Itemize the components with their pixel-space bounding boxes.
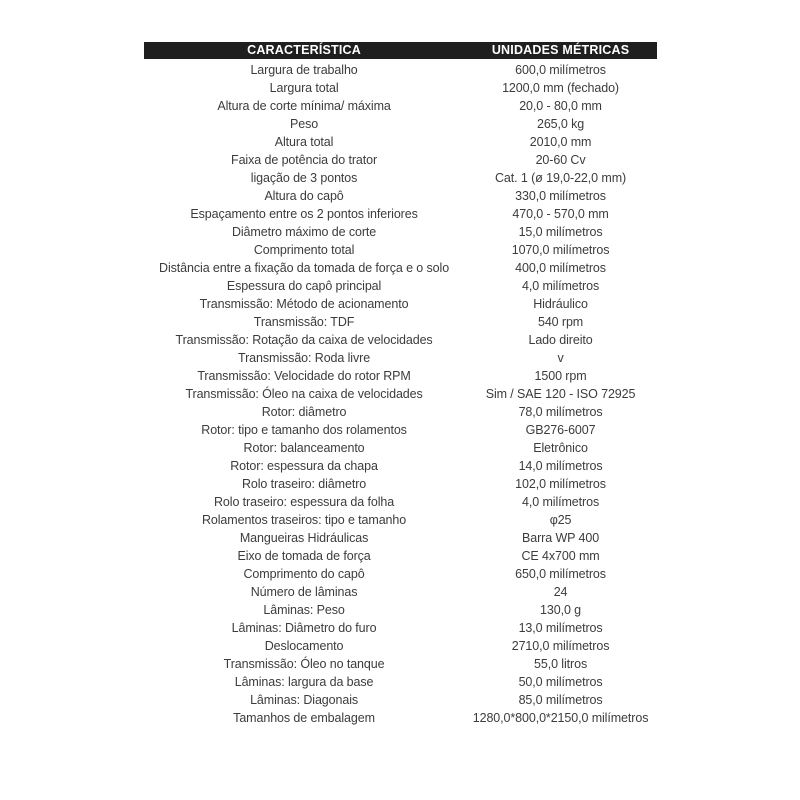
row-value: 2710,0 milímetros [511, 639, 610, 653]
row-label: Lâminas: Peso [263, 603, 345, 617]
header-units: UNIDADES MÉTRICAS [491, 43, 630, 57]
row-label: Transmissão: Método de acionamento [199, 297, 409, 311]
row-value: Barra WP 400 [522, 531, 600, 545]
row-value: 1500 rpm [534, 369, 587, 383]
row-label: Distância entre a fixação da tomada de força e o solo [159, 261, 450, 275]
table-row [144, 133, 657, 151]
table-header [144, 42, 657, 59]
row-value: 55,0 litros [534, 657, 588, 671]
row-label: Tamanhos de embalagem [233, 711, 375, 725]
row-label: Rotor: tipo e tamanho dos rolamentos [201, 423, 407, 437]
row-value: 20-60 Cv [535, 153, 586, 167]
table-row [144, 151, 657, 169]
row-label: Espessura do capô principal [226, 279, 382, 293]
table-row [144, 457, 657, 475]
row-label: Rolo traseiro: diâmetro [241, 477, 367, 491]
table-row [144, 259, 657, 277]
row-label: Número de lâminas [250, 585, 358, 599]
table-row [144, 79, 657, 97]
row-label: Rotor: balanceamento [243, 441, 365, 455]
table-row [144, 97, 657, 115]
row-label: Largura total [269, 81, 339, 95]
table-row [144, 187, 657, 205]
header-characteristic: CARACTERÍSTICA [247, 43, 362, 57]
row-value: 24 [553, 585, 568, 599]
table-row [144, 295, 657, 313]
table-row [144, 637, 657, 655]
row-label: Transmissão: Roda livre [238, 351, 371, 365]
spec-table [144, 42, 657, 727]
row-value: 1200,0 mm (fechado) [502, 81, 619, 95]
row-value: 650,0 milímetros [515, 567, 606, 581]
table-row [144, 493, 657, 511]
row-label: Comprimento do capô [243, 567, 365, 581]
row-value: 4,0 milímetros [522, 495, 600, 509]
row-label: Transmissão: Óleo no tanque [223, 657, 385, 671]
table-row [144, 277, 657, 295]
row-value: Sim / SAE 120 - ISO 72925 [485, 387, 636, 401]
table-row [144, 169, 657, 187]
row-label: Rotor: espessura da chapa [230, 459, 378, 473]
row-value: 13,0 milímetros [518, 621, 603, 635]
row-value: 265,0 kg [536, 117, 585, 131]
row-label: Comprimento total [253, 243, 355, 257]
row-label: Faixa de potência do trator [231, 153, 378, 167]
row-value: 330,0 milímetros [515, 189, 606, 203]
row-value: Eletrônico [533, 441, 588, 455]
row-label: Largura de trabalho [250, 63, 358, 77]
row-value: 400,0 milímetros [515, 261, 606, 275]
table-row [144, 223, 657, 241]
row-label: Espaçamento entre os 2 pontos inferiores [190, 207, 418, 221]
row-value: 470,0 - 570,0 mm [512, 207, 609, 221]
row-value: v [557, 351, 564, 365]
row-value: Cat. 1 (ø 19,0-22,0 mm) [495, 171, 627, 185]
table-row [144, 529, 657, 547]
row-value: 14,0 milímetros [518, 459, 603, 473]
row-value: 4,0 milímetros [522, 279, 600, 293]
row-label: ligação de 3 pontos [250, 171, 358, 185]
table-row [144, 385, 657, 403]
table-row [144, 601, 657, 619]
table-row [144, 655, 657, 673]
row-label: Transmissão: Velocidade do rotor RPM [197, 369, 411, 383]
row-value: 2010,0 mm [529, 135, 592, 149]
table-body [144, 61, 657, 727]
table-row [144, 115, 657, 133]
row-value: 102,0 milímetros [515, 477, 606, 491]
table-row [144, 439, 657, 457]
row-label: Diâmetro máximo de corte [231, 225, 377, 239]
row-label: Peso [290, 117, 319, 131]
row-label: Lâminas: Diâmetro do furo [231, 621, 377, 635]
row-value: 540 rpm [537, 315, 584, 329]
row-label: Transmissão: TDF [253, 315, 355, 329]
row-label: Lâminas: largura da base [234, 675, 374, 689]
row-value: 85,0 milímetros [518, 693, 603, 707]
row-label: Mangueiras Hidráulicas [239, 531, 369, 545]
row-label: Altura do capô [264, 189, 344, 203]
table-row [144, 709, 657, 727]
row-value: φ25 [549, 513, 572, 527]
row-label: Rolamentos traseiros: tipo e tamanho [201, 513, 407, 527]
row-value: 15,0 milímetros [518, 225, 603, 239]
row-label: Transmissão: Óleo na caixa de velocidades [185, 387, 423, 401]
row-label: Rotor: diâmetro [261, 405, 347, 419]
row-label: Altura total [274, 135, 334, 149]
row-value: 50,0 milímetros [518, 675, 603, 689]
row-label: Rolo traseiro: espessura da folha [213, 495, 395, 509]
table-row [144, 367, 657, 385]
row-value: 130,0 g [540, 603, 582, 617]
table-row [144, 475, 657, 493]
row-value: 1280,0*800,0*2150,0 milímetros [472, 711, 649, 725]
row-label: Altura de corte mínima/ máxima [217, 99, 391, 113]
table-row [144, 403, 657, 421]
table-row [144, 691, 657, 709]
row-value: 20,0 - 80,0 mm [519, 99, 602, 113]
table-row [144, 511, 657, 529]
row-label: Lâminas: Diagonais [250, 693, 359, 707]
table-row [144, 619, 657, 637]
row-value: 600,0 milímetros [515, 63, 606, 77]
table-row [144, 565, 657, 583]
table-row [144, 547, 657, 565]
row-label: Transmissão: Rotação da caixa de velocidades [175, 333, 433, 347]
row-value: Lado direito [528, 333, 593, 347]
table-row [144, 61, 657, 79]
table-row [144, 241, 657, 259]
row-value: CE 4x700 mm [521, 549, 600, 563]
table-row [144, 331, 657, 349]
row-label: Eixo de tomada de força [237, 549, 371, 563]
row-value: 78,0 milímetros [518, 405, 603, 419]
table-row [144, 421, 657, 439]
table-row [144, 349, 657, 367]
row-value: Hidráulico [533, 297, 588, 311]
table-row [144, 673, 657, 691]
table-row [144, 313, 657, 331]
table-row [144, 583, 657, 601]
row-value: GB276-6007 [525, 423, 596, 437]
table-row [144, 205, 657, 223]
row-value: 1070,0 milímetros [511, 243, 610, 257]
row-label: Deslocamento [264, 639, 344, 653]
